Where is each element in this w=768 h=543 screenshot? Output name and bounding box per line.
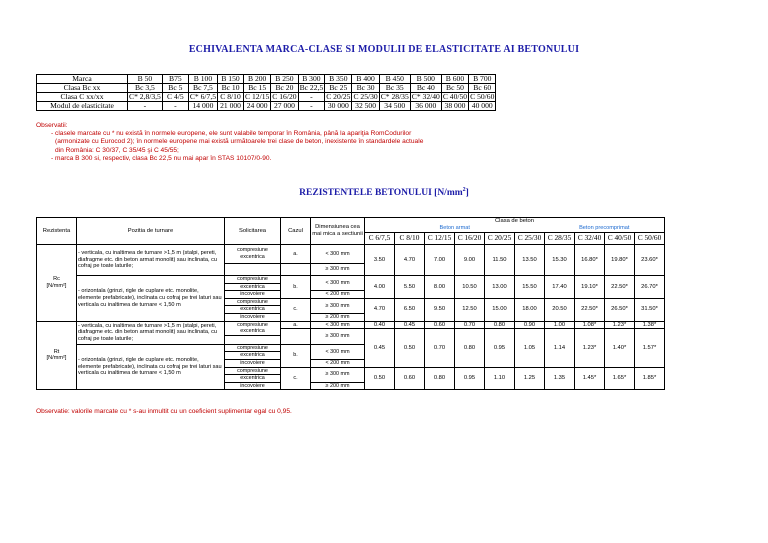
- table1-cell: 27 000: [271, 102, 298, 111]
- rc-c-value: 12.50: [455, 298, 485, 321]
- table1-cell: -: [162, 102, 188, 111]
- table1-cell: -: [298, 93, 325, 102]
- title-echivalenta: ECHIVALENTA MARCA-CLASE SI MODULII DE ELASTICITATE AI BETONULUI: [188, 44, 580, 55]
- rc-a-value: 23.60*: [635, 245, 665, 276]
- pozitia-orizontala: - orizontala (grinzi, rigle de cuplare etc. monolite, elemente prefabricate), inclinata cu cofraj pe trei laturi sau verticala cu inaltimea de turnare < 1,50 m: [77, 344, 225, 390]
- rc-c-value: 20.50: [545, 298, 575, 321]
- table1-cell: C* 6/7,5: [189, 92, 217, 101]
- rt-a-value: 0.70: [455, 321, 485, 329]
- table1-cell: Bc 10: [218, 84, 244, 93]
- table1-cell: Bc 60: [469, 84, 496, 93]
- rc-a-value: 19.80*: [605, 245, 635, 276]
- caz-a: a.: [281, 245, 311, 264]
- row-label: Modul de elasticitate: [37, 102, 128, 111]
- class-header: C 16/20: [455, 233, 485, 245]
- obs-line: din România: C 30/37, C 35/45 şi C 45/55;: [55, 146, 179, 154]
- table1-cell: Bc 40: [410, 84, 441, 93]
- rt-c-value: 1.25: [515, 367, 545, 390]
- table1-cell: 30 000: [325, 102, 352, 111]
- table1-cell: B 500: [410, 75, 441, 84]
- rt-b-value: 1.14: [545, 329, 575, 367]
- table1-cell: 34 500: [379, 102, 410, 111]
- table1-cell: Bc 35: [379, 84, 410, 93]
- table1-cell: B 700: [469, 75, 496, 84]
- solicitare: compresiune: [225, 344, 281, 352]
- table1-cell: Bc 30: [352, 84, 379, 93]
- table1-cell: 40 000: [469, 102, 496, 111]
- rt-b-value: 1.40*: [605, 329, 635, 367]
- solicitare: compresiune: [225, 298, 281, 306]
- solicitare: compresiune: [225, 367, 281, 375]
- table1-row: [37, 102, 496, 111]
- dimensiune: ≥ 300 mm: [311, 298, 365, 313]
- dimensiune: < 300 mm: [311, 245, 365, 264]
- table1-cell: 14 000: [188, 102, 217, 111]
- header-cazul: Cazul: [281, 218, 311, 245]
- table1-cell: Bc 20: [271, 84, 298, 93]
- obs-line: - clasele marcate cu * nu există în normele europene, ele sunt valabile temporar în România, până la apariţia RomCodurilor: [51, 130, 412, 138]
- table1-cell: C* 2,8/3,5: [129, 92, 161, 101]
- header-beton-armat: Beton armat: [365, 225, 545, 233]
- dimensiune: ≥ 200 mm: [311, 382, 365, 390]
- rt-a-value: 1.08*: [575, 321, 605, 329]
- class-header: C 20/25: [485, 233, 515, 245]
- table1-cell: C 12/15: [245, 92, 270, 101]
- rc-b-value: 13.00: [485, 276, 515, 299]
- rt-c-value: 0.60: [395, 367, 425, 390]
- solicitare: [225, 335, 281, 344]
- table1-cell: B 350: [325, 75, 352, 84]
- rt-b-value: 0.95: [485, 329, 515, 367]
- rt-c-value: 0.50: [365, 367, 395, 390]
- caz-empty: [281, 264, 311, 276]
- class-header: C 32/40: [575, 233, 605, 245]
- class-header: C 8/10: [395, 233, 425, 245]
- rc-a-value: 9.00: [455, 245, 485, 276]
- rt-b-value: 0.80: [455, 329, 485, 367]
- rc-b-value: 8.00: [425, 276, 455, 299]
- observations: [36, 122, 423, 163]
- rc-a-value: 3.50: [365, 245, 395, 276]
- caz-a: a.: [281, 321, 311, 329]
- dimensiune: < 300 mm: [311, 321, 365, 329]
- rt-c-value: 1.10: [485, 367, 515, 390]
- rc-c-value: 31.50*: [635, 298, 665, 321]
- rt-c-value: 1.65*: [605, 367, 635, 390]
- table1-cell: B 50: [128, 75, 163, 84]
- solicitare: compresiune excentrica: [225, 321, 281, 335]
- rc-b-value: 26.70*: [635, 276, 665, 299]
- dimensiune: < 300 mm: [311, 276, 365, 291]
- table1-cell: B 200: [244, 75, 271, 84]
- header-dimensiunea: Dimensiunea cea mai mica a sectiunii: [311, 218, 365, 245]
- rc-c-value: 4.70: [365, 298, 395, 321]
- dimensiune: ≥ 200 mm: [311, 313, 365, 321]
- caz-b: b.: [281, 276, 311, 299]
- rc-c-value: 22.50*: [575, 298, 605, 321]
- obs-line: - marca B 300 si, respectiv, clasa Bc 22,5 nu mai apar în STAS 10107/0-90.: [51, 154, 272, 162]
- rt-a-value: 0.80: [485, 321, 515, 329]
- rt-a-value: 0.60: [425, 321, 455, 329]
- obs-line: Observatii:: [36, 122, 68, 129]
- rc-c-value: 6.50: [395, 298, 425, 321]
- row-label: Clasa Bc xx: [37, 84, 128, 93]
- rc-b-value: 15.50: [515, 276, 545, 299]
- header-clasa: Clasa de beton: [365, 218, 665, 226]
- rc-b-value: 5.50: [395, 276, 425, 299]
- table1-cell: B 150: [218, 75, 244, 84]
- table1-cell: C* 32/40: [411, 92, 440, 101]
- rt-a-value: 1.23*: [605, 321, 635, 329]
- rc-label: Rc [N/mm²]: [37, 245, 77, 322]
- rt-c-value: 0.95: [455, 367, 485, 390]
- rc-b-value: 10.50: [455, 276, 485, 299]
- caz-c: c.: [281, 298, 311, 321]
- rt-b-value: 1.57*: [635, 329, 665, 367]
- table1-cell: C 20/25: [326, 92, 351, 101]
- table1-cell: C 40/50: [442, 92, 468, 101]
- rt-a-value: 1.38*: [635, 321, 665, 329]
- solicitare: excentrica: [225, 306, 281, 314]
- table1-cell: -: [298, 102, 325, 111]
- table1-cell: 32 500: [352, 102, 379, 111]
- row-label: Clasa C xx/xx: [37, 93, 128, 102]
- header-solicitarea: Solicitarea: [225, 218, 281, 245]
- solicitare: [225, 264, 281, 276]
- class-header: C 25/30: [515, 233, 545, 245]
- rt-b-value: 0.70: [425, 329, 455, 367]
- table1-cell: C 50/60: [470, 92, 495, 101]
- rt-c-value: 1.85*: [635, 367, 665, 390]
- rc-c-value: 9.50: [425, 298, 455, 321]
- rc-a-value: 4.70: [395, 245, 425, 276]
- rc-b-value: 22.50*: [605, 276, 635, 299]
- class-header: C 6/7,5: [365, 233, 395, 245]
- class-header: C 28/35: [545, 233, 575, 245]
- class-header: C 50/60: [635, 233, 665, 245]
- header-beton-precomprimat: Beton precomprimat: [545, 225, 665, 233]
- table1-cell: 36 000: [410, 102, 441, 111]
- dimensiune: < 200 mm: [311, 359, 365, 367]
- table1-cell: B 100: [188, 75, 217, 84]
- observatie-footer: Observatie: valorile marcate cu * s-au inmultit cu un coeficient suplimentar egal cu 0,95.: [36, 408, 292, 415]
- rt-label: Rt [N/mm²]: [37, 321, 77, 390]
- rc-a-value: 11.50: [485, 245, 515, 276]
- rt-c-value: 1.45*: [575, 367, 605, 390]
- caz-b: b.: [281, 344, 311, 367]
- rc-c-value: 26.50*: [605, 298, 635, 321]
- rt-c-value: 0.80: [425, 367, 455, 390]
- rt-c-value: 1.35: [545, 367, 575, 390]
- pozitia-verticala: - verticala, cu inaltimea de turnare >1,5 m (stalpi, pereti, diafragme etc. din beton armat monolit) sau inclinata, cu cofraj pe toate laturile;: [77, 245, 225, 276]
- rt-a-value: 0.90: [515, 321, 545, 329]
- table1-cell: C* 28/35: [380, 92, 409, 101]
- obs-line: (armonizate cu Eurocod 2); în normele europene mai există următoarele trei clase de beton, inexistente în standardele actuale: [55, 138, 424, 146]
- rt-b-value: 0.50: [395, 329, 425, 367]
- header-pozitia: Pozitia de turnare: [77, 218, 225, 245]
- rt-b-value: 1.05: [515, 329, 545, 367]
- table1-cell: B 250: [271, 75, 298, 84]
- dimensiune: ≥ 300 mm: [311, 329, 365, 345]
- table1-cell: C 4/5: [162, 93, 188, 102]
- row-label: Marca: [37, 75, 128, 84]
- header-rezistenta: Rezistenta: [37, 218, 77, 245]
- table1-cell: B75: [162, 75, 188, 84]
- table1-cell: Bc 3,5: [128, 84, 163, 93]
- table1-cell: 21 000: [218, 102, 244, 111]
- rc-a-value: 15.30: [545, 245, 575, 276]
- rc-a-value: 16.80*: [575, 245, 605, 276]
- table1-cell: B 300: [298, 75, 325, 84]
- rc-a-value: 13.50: [515, 245, 545, 276]
- dimensiune: < 300 mm: [311, 344, 365, 359]
- table1-cell: C 8/10: [218, 93, 244, 102]
- table1-cell: 38 000: [441, 102, 468, 111]
- caz-c: c.: [281, 367, 311, 390]
- title-rezistente: REZISTENTELE BETONULUI $[N/mm^2]$: [299, 187, 469, 199]
- solicitare: incovoiere: [225, 382, 281, 390]
- dimensiune: ≥ 300 mm: [311, 264, 365, 276]
- table1-cell: Bc 7,5: [188, 84, 217, 93]
- table1-cell: Bc 22,5: [299, 83, 324, 92]
- solicitare: incovoiere: [225, 313, 281, 321]
- table1-cell: C 16/20: [272, 92, 297, 101]
- table1-cell: C 25/30: [353, 92, 378, 101]
- table1-cell: Bc 50: [441, 84, 468, 93]
- rc-c-value: 18.00: [515, 298, 545, 321]
- table1-cell: -: [128, 102, 163, 111]
- solicitare: incovoiere: [225, 291, 281, 299]
- solicitare: incovoiere: [225, 359, 281, 367]
- table1-cell: Bc 5: [162, 84, 188, 93]
- rt-a-value: 0.40: [365, 321, 395, 329]
- solicitare: excentrica: [225, 283, 281, 291]
- rt-a-value: 0.45: [395, 321, 425, 329]
- table1-cell: 24 000: [244, 102, 271, 111]
- rc-b-value: 19.10*: [575, 276, 605, 299]
- solicitare: compresiune: [225, 276, 281, 284]
- class-header: C 40/50: [605, 233, 635, 245]
- table1-cell: B 600: [441, 75, 468, 84]
- rt-a-value: 1.00: [545, 321, 575, 329]
- solicitare: excentrica: [225, 352, 281, 360]
- pozitia-orizontala: - orizontala (grinzi, rigle de cuplare etc. monolite, elemente prefabricate), inclinata cu cofraj pe trei laturi sau verticala cu inaltimea de turnare < 1,50 m: [77, 276, 225, 322]
- solicitare: compresiune excentrica: [225, 245, 281, 264]
- table1-cell: B 400: [352, 75, 379, 84]
- table1-cell: Bc 15: [244, 84, 271, 93]
- pozitia-verticala: - verticala, cu inaltimea de turnare >1,5 m (stalpi, pereti, diafragme etc. din beton armat monolit) sau inclinata, cu cofraj pe toate laturile;: [77, 321, 225, 344]
- rt-b-value: 0.45: [365, 329, 395, 367]
- equivalence-table: [36, 74, 496, 111]
- table1-cell: B 450: [379, 75, 410, 84]
- rc-b-value: 17.40: [545, 276, 575, 299]
- dimensiune: ≥ 300 mm: [311, 367, 365, 382]
- rc-b-value: 4.00: [365, 276, 395, 299]
- rc-a-value: 7.00: [425, 245, 455, 276]
- caz-empty: [281, 329, 311, 345]
- rt-b-value: 1.23*: [575, 329, 605, 367]
- class-header: C 12/15: [425, 233, 455, 245]
- solicitare: excentrica: [225, 375, 281, 383]
- table1-cell: Bc 25: [325, 84, 352, 93]
- strength-table: [36, 217, 665, 390]
- rc-c-value: 15.00: [485, 298, 515, 321]
- dimensiune: < 200 mm: [311, 291, 365, 299]
